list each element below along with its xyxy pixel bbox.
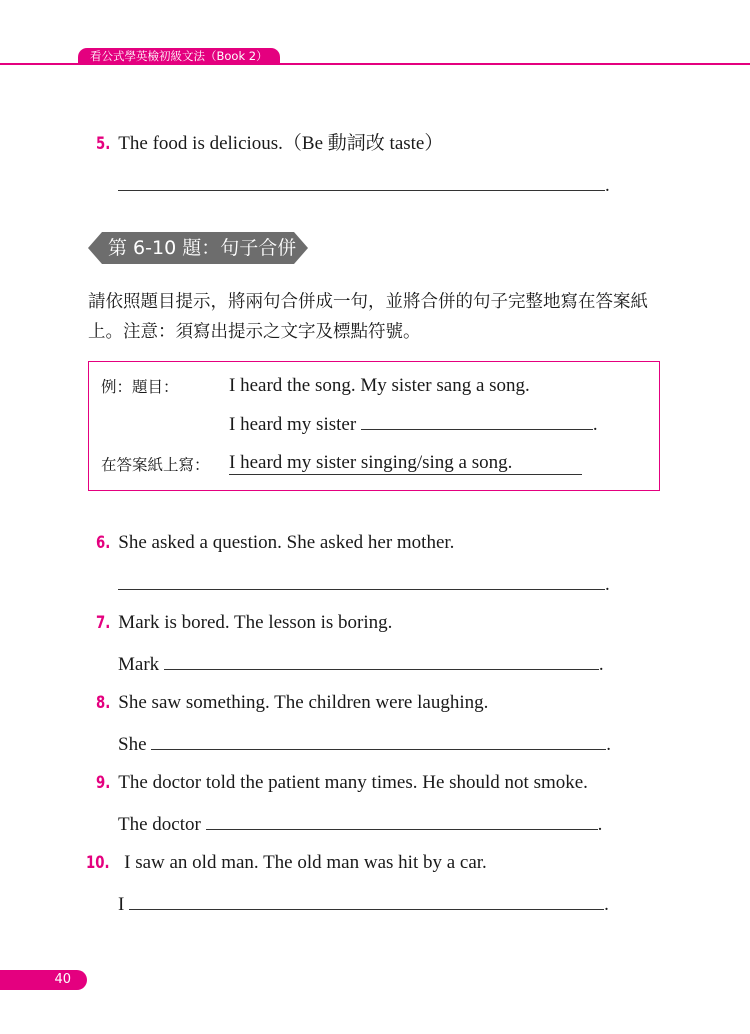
answer-prompt: She: [118, 734, 147, 755]
answer-line-9: [118, 811, 602, 837]
example-sentence-2: [229, 411, 598, 437]
example-blank: [361, 411, 593, 430]
question-text: The doctor told the patient many times. He should not smoke.: [118, 772, 588, 793]
question-number: 6.: [96, 533, 111, 553]
answer-line-6: [118, 571, 610, 597]
question-text: The food is delicious.（Be 動詞改 taste）: [118, 133, 444, 154]
example-sentence-1: I heard the song. My sister sang a song.: [229, 375, 530, 396]
question-number: 7.: [96, 613, 111, 633]
answer-period: .: [605, 175, 610, 196]
answer-line-7: [118, 651, 604, 677]
page-number: 40: [0, 970, 87, 990]
answer-line-8: [118, 731, 611, 757]
answer-prompt: Mark: [118, 654, 160, 675]
question-number: 10.: [86, 853, 110, 873]
instruction-line-1: 請依照題目提示，將兩句合併成一句，並將合併的句子完整地寫在答案紙: [88, 292, 648, 312]
question-6: [96, 531, 454, 555]
answer-blank: [118, 571, 605, 590]
question-number: 5.: [96, 134, 111, 154]
example-answer-text: I heard my sister singing/sing a song.: [229, 452, 582, 475]
answer-period: .: [604, 894, 609, 915]
answer-blank: [164, 651, 599, 670]
answer-blank: [118, 172, 605, 191]
example-answer: [229, 451, 582, 475]
question-5: [96, 132, 443, 156]
answer-prompt: The doctor: [118, 814, 201, 835]
question-text: I saw an old man. The old man was hit by a car.: [124, 852, 487, 873]
example-box: [88, 361, 660, 491]
answer-prompt: I: [118, 894, 125, 915]
question-9: [96, 771, 588, 795]
answer-period: .: [598, 654, 604, 675]
answer-period: .: [597, 814, 603, 835]
example-question-label: 例：題目：: [101, 378, 179, 396]
question-text: Mark is bored. The lesson is boring.: [118, 612, 393, 633]
question-number: 8.: [96, 693, 111, 713]
answer-line-5: [118, 172, 610, 198]
question-7: [96, 611, 392, 635]
question-text: She asked a question. She asked her mother.: [118, 532, 455, 553]
answer-blank: [151, 731, 606, 750]
question-number: 9.: [96, 773, 111, 793]
answer-period: .: [606, 734, 611, 755]
answer-blank: [129, 891, 604, 910]
question-text: She saw something. The children were laughing.: [118, 692, 489, 713]
question-10: [86, 851, 487, 875]
answer-blank: [206, 811, 598, 830]
section-title: 第 6-10 題：句子合併: [108, 237, 297, 259]
example-period: .: [592, 414, 598, 435]
question-8: [96, 691, 488, 715]
answer-line-10: [118, 891, 609, 917]
instruction-line-2: 上。注意：須寫出提示之文字及標點符號。: [88, 322, 421, 342]
running-header-title: 看公式學英檢初級文法（Book 2）: [78, 48, 280, 65]
example-answer-label: 在答案紙上寫：: [101, 456, 210, 474]
answer-period: .: [605, 574, 610, 595]
example-sentence-2-prefix: I heard my sister: [229, 414, 357, 435]
